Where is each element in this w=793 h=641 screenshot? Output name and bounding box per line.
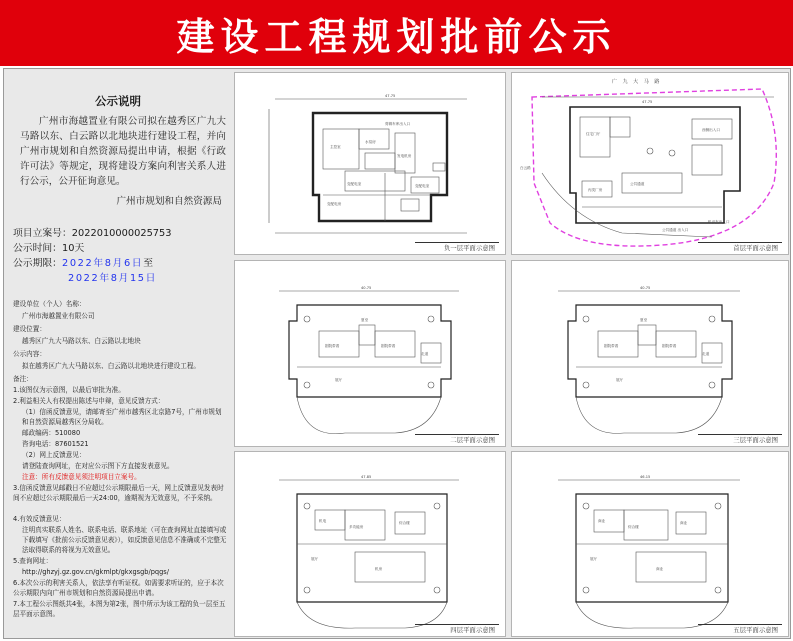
- svg-text:40.75: 40.75: [640, 286, 651, 290]
- note-line: 4.有效反馈意见：: [13, 515, 66, 523]
- svg-text:夏至: 夏至: [640, 318, 648, 322]
- svg-text:变配电室: 变配电室: [347, 182, 362, 186]
- svg-text:机电: 机电: [319, 519, 327, 523]
- plan-floor-3: [511, 260, 789, 447]
- svg-text:剧院带看: 剧院带看: [604, 344, 619, 348]
- plan-floor-5: [511, 451, 789, 637]
- note-line: 咨询电话：87601521: [22, 440, 89, 448]
- content-label: 公示内容：: [13, 350, 46, 358]
- svg-text:商业: 商业: [598, 519, 606, 523]
- plan-ground-floor: [511, 72, 789, 255]
- svg-text:丙类厂房: 丙类厂房: [588, 188, 603, 192]
- svg-text:机动车出入口: 机动车出入口: [708, 220, 730, 224]
- note-line: （1）信函反馈意见，请邮寄至广州市越秀区北京路7号，广州市规划和自然资源局越秀区分局收。: [22, 408, 222, 426]
- plan-caption: 二层平面示意图: [450, 436, 495, 444]
- page-title: 建设工程规划批前公示: [176, 14, 617, 59]
- plan-ground-drawing: [512, 73, 790, 256]
- svg-text:剧院带看: 剧院带看: [325, 344, 340, 348]
- svg-text:47.85: 47.85: [361, 475, 372, 479]
- plan-floor-4: [234, 451, 506, 637]
- plan-basement-1: [234, 72, 506, 255]
- svg-text:公共通道 出入口: 公共通道 出入口: [662, 228, 689, 232]
- deadline-start: 2022年8月6日: [61, 258, 144, 269]
- notice-signature: 广州市规划和自然资源局: [116, 196, 222, 207]
- note-line: 邮政编码：510080: [22, 429, 81, 437]
- plan-caption: 负一层平面示意图: [443, 244, 495, 252]
- svg-text:综合楼: 综合楼: [628, 525, 639, 529]
- plan-floor2-drawing: [235, 261, 507, 448]
- svg-text:46.15: 46.15: [640, 475, 651, 479]
- notice-text-column: [4, 69, 232, 638]
- applicant-name: 广州市海越置业有限公司: [22, 312, 95, 320]
- svg-text:47.75: 47.75: [385, 94, 396, 98]
- svg-text:主控室: 主控室: [330, 145, 341, 149]
- svg-text:走道: 走道: [702, 352, 710, 356]
- svg-text:展厅: 展厅: [590, 557, 598, 561]
- notice-board: [3, 68, 791, 639]
- notice-deadline: [13, 255, 153, 269]
- svg-text:走道: 走道: [421, 352, 429, 356]
- svg-text:剪辑车库出入口: 剪辑车库出入口: [385, 122, 411, 126]
- svg-text:水泵房: 水泵房: [365, 140, 376, 144]
- project-number: 项目立案号：2022010000025753: [13, 228, 172, 239]
- plan-caption: 三层平面示意图: [733, 436, 778, 444]
- plan-caption: 首层平面示意图: [733, 244, 778, 252]
- svg-text:剧院带看: 剧院带看: [662, 344, 677, 348]
- plan-basement-drawing: [235, 73, 507, 256]
- svg-text:机房: 机房: [375, 567, 383, 571]
- notice-heading: 公示说明: [95, 94, 141, 108]
- svg-text:商业: 商业: [656, 567, 664, 571]
- svg-text:展厅: 展厅: [311, 557, 319, 561]
- note-line: 注明真实联系人姓名、联系电话、联系地址（可在查询网址直接填写或下载填写《批前公示反馈意见表》），如反馈意见信息不准确或不完整无法取得联系的将视为无效意见。: [22, 526, 227, 554]
- plan-floor5-drawing: [512, 452, 790, 638]
- svg-text:住宅门厅: 住宅门厅: [586, 132, 601, 136]
- plan-floor-2: [234, 260, 506, 447]
- svg-text:白云路: 白云路: [520, 166, 531, 170]
- note-line: 3.信函反馈意见邮戳日不应超过公示期限最后一天，网上反馈意见发表时间不应超过公示期限最后一天24:00，逾期视为无效意见，不予采纳。: [13, 484, 224, 502]
- note-line: http://ghzyj.gz.gov.cn/gkmlpt/gkxgsgb/pqgs/: [22, 568, 169, 576]
- svg-text:综合楼: 综合楼: [399, 521, 410, 525]
- plan-floor3-drawing: [512, 261, 790, 448]
- notice-body: 广州市海越置业有限公司拟在越秀区广九大马路以东、白云路以北地块进行建设工程，并向广州市规划和自然资源局提出申请，根据《行政许可法》等规定，现将建设方案向利害关系人进行公示，公开征询意见。: [20, 116, 226, 187]
- svg-text:公共通道: 公共通道: [630, 182, 645, 186]
- deadline-label: 公示期限：: [13, 258, 62, 269]
- svg-text:发电机房: 发电机房: [397, 154, 412, 158]
- svg-text:多功能房: 多功能房: [349, 525, 364, 529]
- svg-text:变配电房: 变配电房: [327, 202, 342, 206]
- svg-text:40.75: 40.75: [361, 286, 372, 290]
- note-line: 备注：: [13, 375, 33, 383]
- svg-text:变配电室: 变配电室: [415, 184, 430, 188]
- note-line: 2.利益相关人有权提出陈述与申辩，意见反馈方式：: [13, 397, 165, 405]
- note-line: 注意：所有反馈意见须注明项目立案号。: [22, 473, 141, 481]
- location-label: 建设位置：: [13, 325, 46, 333]
- note-line: 请登陆查询网址，在对应公示图下方直接发表意见。: [22, 462, 174, 470]
- street-label: 广 九 大 马 路: [612, 79, 662, 85]
- plan-caption: 五层平面示意图: [733, 626, 778, 634]
- note-line: 6.本次公示的利害关系人，依法享有听证权。如需要求听证的，应于本次公示期限内向广州市规划和自然资源局提出申请。: [13, 579, 224, 597]
- notice-period: 公示时间：10天: [13, 243, 85, 254]
- svg-text:展厅: 展厅: [335, 378, 343, 382]
- location-value: 越秀区广九大马路以东、白云路以北地块: [22, 337, 141, 345]
- note-line: （2）网上反馈意见：: [22, 451, 86, 459]
- deadline-end: 2022年8月15日: [68, 273, 158, 284]
- svg-text:展厅: 展厅: [616, 378, 624, 382]
- svg-text:商业: 商业: [680, 521, 688, 525]
- note-line: 7.本工程公示图纸共4张，本图为第2张，图中所示为该工程的负一层至五层平面示意图。: [13, 600, 226, 618]
- note-line: 5.查询网址：: [13, 557, 53, 565]
- deadline-to: 至: [143, 258, 153, 269]
- svg-text:47.75: 47.75: [642, 100, 653, 104]
- svg-text:夏至: 夏至: [361, 318, 369, 322]
- plan-caption: 四层平面示意图: [450, 626, 495, 634]
- svg-text:剧院带看: 剧院带看: [381, 344, 396, 348]
- content-value: 拟在越秀区广九大马路以东、白云路以北地块进行建设工程。: [22, 362, 201, 370]
- svg-text:西侧出入口: 西侧出入口: [702, 128, 720, 132]
- plan-floor4-drawing: [235, 452, 507, 638]
- header-banner: [0, 0, 793, 66]
- applicant-label: 建设单位（个人）名称：: [13, 300, 86, 308]
- note-line: 1.该图仅为示意图，以最后审批为准。: [13, 386, 125, 394]
